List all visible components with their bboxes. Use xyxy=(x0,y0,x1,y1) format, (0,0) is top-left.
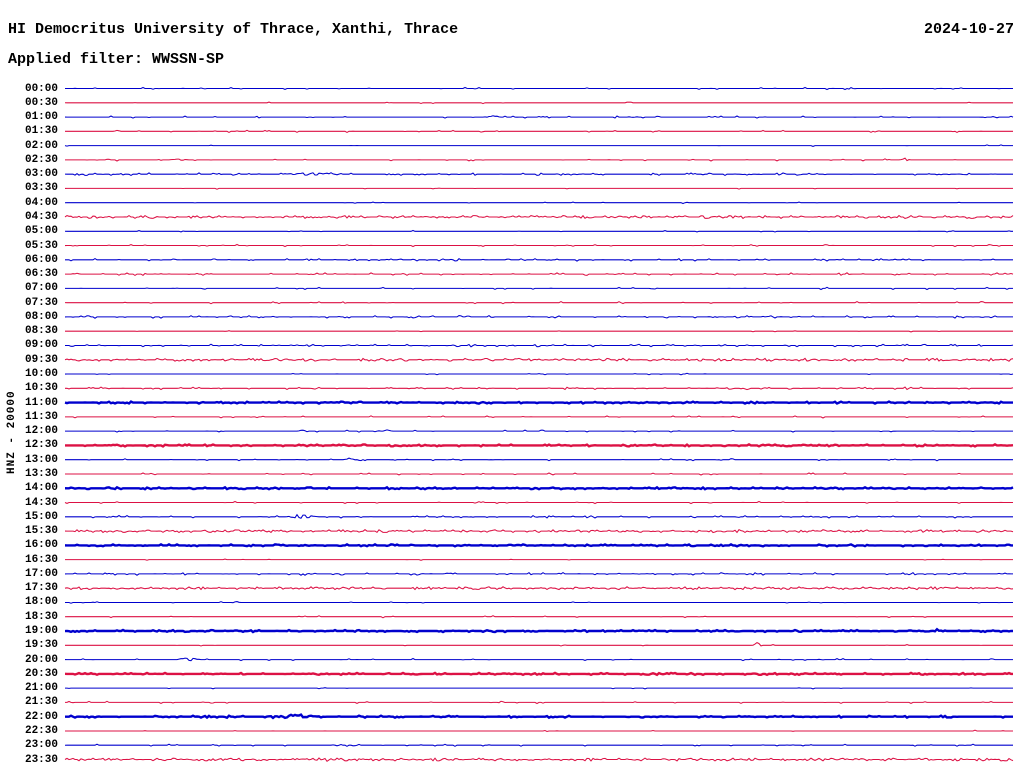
trace-08:30 xyxy=(65,331,1013,332)
station-title: HI Democritus University of Thrace, Xanthi, Thrace xyxy=(8,21,459,38)
trace-06:00 xyxy=(65,259,1013,262)
time-label-07:30: 07:30 xyxy=(24,296,58,309)
trace-02:30 xyxy=(65,158,1013,161)
trace-04:00 xyxy=(65,202,1013,203)
time-label-04:30: 04:30 xyxy=(24,210,58,223)
trace-02:00 xyxy=(65,145,1013,147)
time-label-16:00: 16:00 xyxy=(24,539,58,552)
trace-12:00 xyxy=(65,430,1013,432)
trace-14:30 xyxy=(65,502,1013,504)
trace-01:00 xyxy=(65,116,1013,118)
trace-01:30 xyxy=(65,130,1013,132)
time-label-06:30: 06:30 xyxy=(24,268,58,281)
trace-20:00 xyxy=(65,658,1013,661)
time-label-14:30: 14:30 xyxy=(24,496,58,509)
time-label-16:30: 16:30 xyxy=(24,553,58,566)
time-label-02:30: 02:30 xyxy=(24,153,58,166)
trace-17:00 xyxy=(65,573,1013,576)
time-label-20:00: 20:00 xyxy=(24,653,58,666)
time-label-01:00: 01:00 xyxy=(24,111,58,124)
time-label-22:00: 22:00 xyxy=(24,710,58,723)
trace-05:00 xyxy=(65,231,1013,233)
trace-13:30 xyxy=(65,473,1013,475)
trace-19:00 xyxy=(65,629,1013,632)
time-label-12:30: 12:30 xyxy=(24,439,58,452)
time-label-19:00: 19:00 xyxy=(24,625,58,638)
trace-15:30 xyxy=(65,530,1013,533)
trace-00:30 xyxy=(65,102,1013,104)
trace-13:00 xyxy=(65,458,1013,461)
trace-09:00 xyxy=(65,344,1013,347)
time-label-08:30: 08:30 xyxy=(24,325,58,338)
trace-15:00 xyxy=(65,515,1013,519)
time-label-08:00: 08:00 xyxy=(24,310,58,323)
time-label-21:00: 21:00 xyxy=(24,682,58,695)
channel-axis-label: HNZ - 20000 xyxy=(6,390,18,474)
time-label-10:30: 10:30 xyxy=(24,382,58,395)
trace-07:30 xyxy=(65,302,1013,304)
trace-10:30 xyxy=(65,387,1013,390)
time-label-02:00: 02:00 xyxy=(24,139,58,152)
time-label-18:30: 18:30 xyxy=(24,610,58,623)
trace-12:30 xyxy=(65,444,1013,446)
time-label-05:00: 05:00 xyxy=(24,225,58,238)
time-label-03:30: 03:30 xyxy=(24,182,58,195)
time-label-17:00: 17:00 xyxy=(24,567,58,580)
time-label-23:00: 23:00 xyxy=(24,739,58,752)
time-label-20:30: 20:30 xyxy=(24,667,58,680)
time-label-04:00: 04:00 xyxy=(24,196,58,209)
time-label-11:00: 11:00 xyxy=(24,396,58,409)
trace-05:30 xyxy=(65,245,1013,247)
trace-03:00 xyxy=(65,173,1013,176)
time-label-09:00: 09:00 xyxy=(24,339,58,352)
trace-10:00 xyxy=(65,373,1013,375)
time-label-05:30: 05:30 xyxy=(24,239,58,252)
time-label-03:00: 03:00 xyxy=(24,168,58,181)
trace-11:00 xyxy=(65,402,1013,404)
time-label-11:30: 11:30 xyxy=(24,410,58,423)
trace-22:30 xyxy=(65,730,1013,731)
time-label-19:30: 19:30 xyxy=(24,639,58,652)
trace-16:30 xyxy=(65,559,1013,560)
trace-20:30 xyxy=(65,673,1013,675)
trace-11:30 xyxy=(65,416,1013,418)
time-label-23:30: 23:30 xyxy=(24,753,58,766)
trace-07:00 xyxy=(65,287,1013,289)
time-label-22:30: 22:30 xyxy=(24,724,58,737)
trace-08:00 xyxy=(65,316,1013,319)
time-label-01:30: 01:30 xyxy=(24,125,58,138)
trace-21:30 xyxy=(65,701,1013,703)
trace-19:30 xyxy=(65,643,1013,646)
time-label-18:00: 18:00 xyxy=(24,596,58,609)
time-label-17:30: 17:30 xyxy=(24,582,58,595)
trace-14:00 xyxy=(65,487,1013,489)
trace-09:30 xyxy=(65,358,1013,361)
trace-04:30 xyxy=(65,216,1013,219)
time-label-12:00: 12:00 xyxy=(24,425,58,438)
trace-23:30 xyxy=(65,758,1013,761)
time-label-15:00: 15:00 xyxy=(24,510,58,523)
trace-06:30 xyxy=(65,273,1013,276)
time-label-13:00: 13:00 xyxy=(24,453,58,466)
time-label-09:30: 09:30 xyxy=(24,353,58,366)
trace-22:00 xyxy=(65,715,1013,718)
trace-21:00 xyxy=(65,688,1013,689)
time-label-00:30: 00:30 xyxy=(24,96,58,109)
time-label-21:30: 21:30 xyxy=(24,696,58,709)
time-label-13:30: 13:30 xyxy=(24,467,58,480)
trace-17:30 xyxy=(65,587,1013,590)
trace-23:00 xyxy=(65,744,1013,746)
trace-18:30 xyxy=(65,616,1013,618)
time-label-06:00: 06:00 xyxy=(24,253,58,266)
date-label: 2024-10-27 xyxy=(923,21,1014,38)
time-label-14:00: 14:00 xyxy=(24,482,58,495)
trace-00:00 xyxy=(65,88,1013,90)
time-label-07:00: 07:00 xyxy=(24,282,58,295)
time-label-00:00: 00:00 xyxy=(24,82,58,95)
filter-label: Applied filter: WWSSN-SP xyxy=(8,51,225,68)
time-label-10:00: 10:00 xyxy=(24,368,58,381)
trace-03:30 xyxy=(65,188,1013,189)
trace-18:00 xyxy=(65,602,1013,604)
trace-16:00 xyxy=(65,544,1013,546)
time-label-15:30: 15:30 xyxy=(24,525,58,538)
